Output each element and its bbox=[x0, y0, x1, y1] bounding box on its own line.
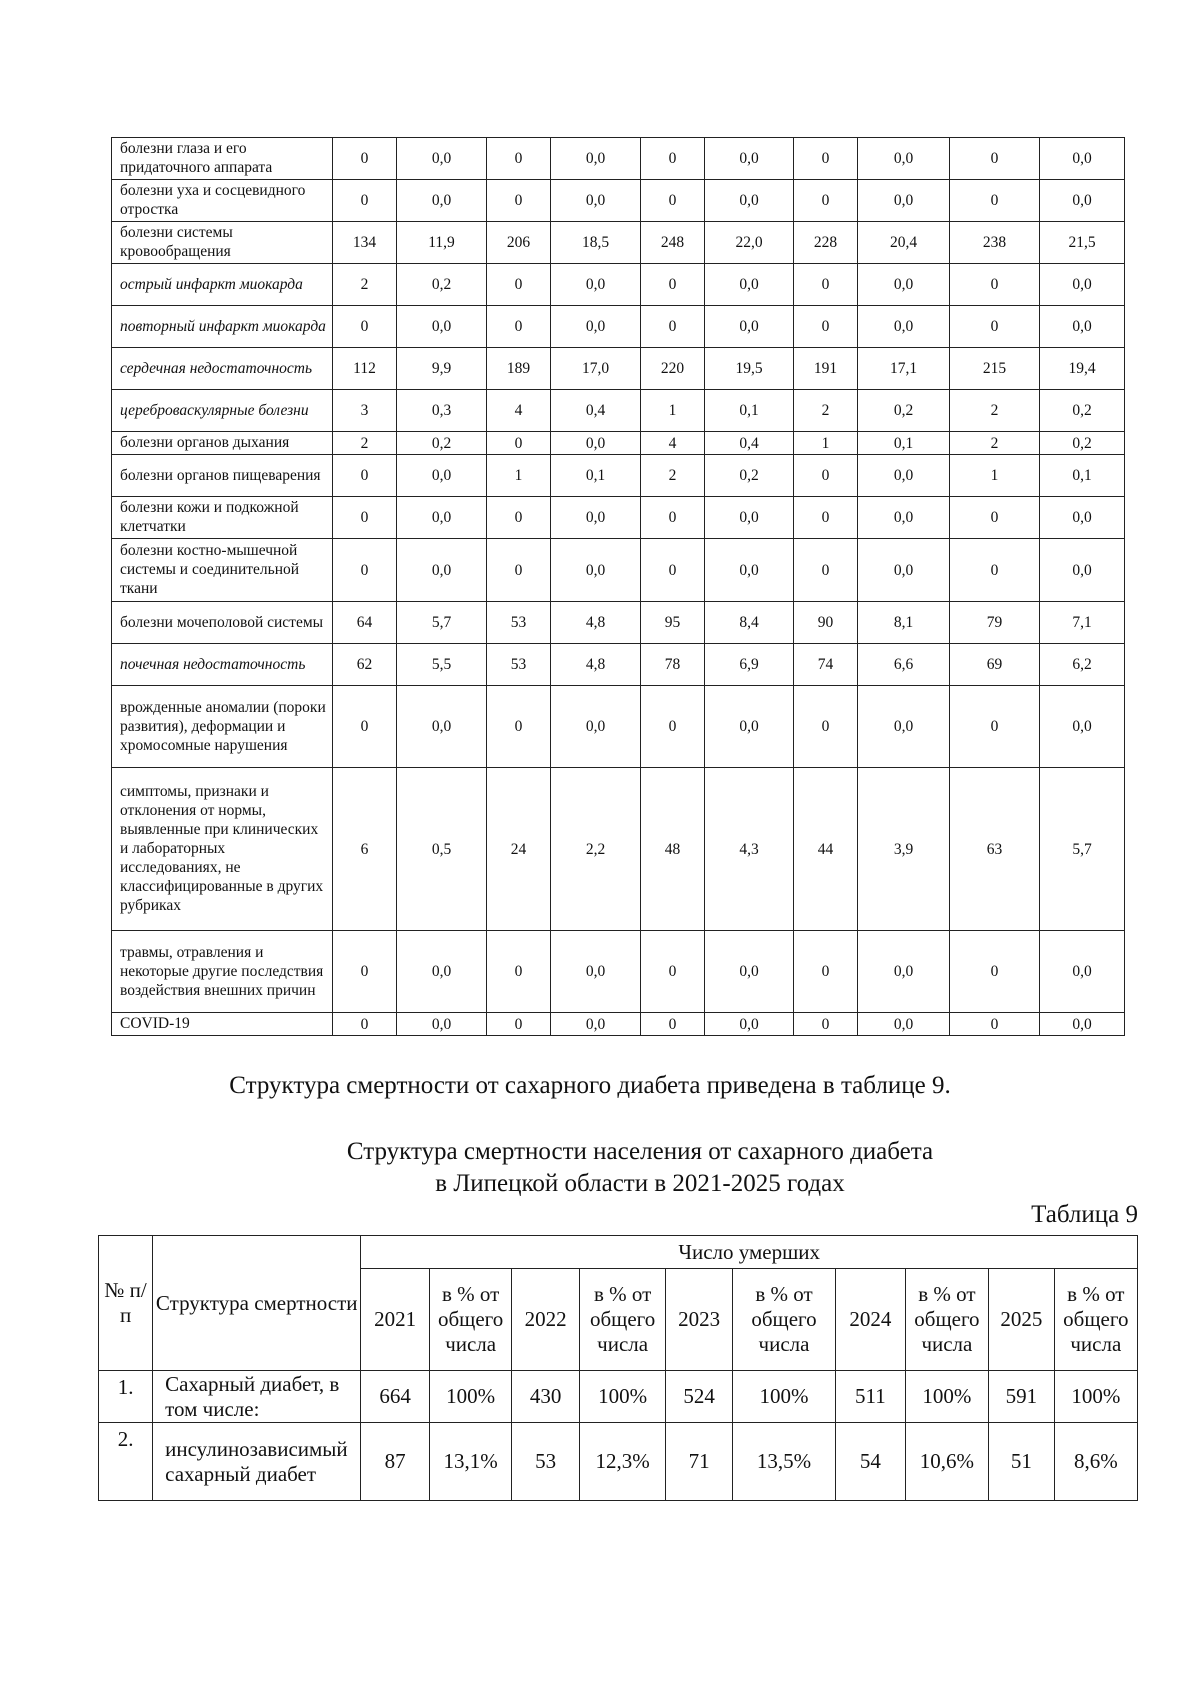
table-cell: 228 bbox=[794, 222, 858, 264]
table-cell: 0,0 bbox=[1040, 931, 1125, 1013]
table-cell: 22,0 bbox=[705, 222, 794, 264]
table-cell: 1 bbox=[794, 432, 858, 455]
table-cell: 4,3 bbox=[705, 768, 794, 931]
table-cell: 4,8 bbox=[551, 602, 641, 644]
table-cell: 0 bbox=[794, 264, 858, 306]
table-cell: 0,0 bbox=[551, 686, 641, 768]
table-cell: 0,0 bbox=[551, 1013, 641, 1036]
table-cell: 0,4 bbox=[551, 390, 641, 432]
table-cell: 2 bbox=[794, 390, 858, 432]
table-cell: 2 bbox=[333, 432, 397, 455]
table-cell: 3 bbox=[333, 390, 397, 432]
table-cell: 53 bbox=[512, 1423, 580, 1501]
intro-paragraph: Структура смертности от сахарного диабета приведена в таблице 9. bbox=[229, 1072, 951, 1099]
table-cell: 2 bbox=[950, 390, 1040, 432]
table-cell: 4 bbox=[641, 432, 705, 455]
table-row bbox=[112, 138, 1125, 180]
table-cell: 1 bbox=[641, 390, 705, 432]
table-row bbox=[99, 1371, 1138, 1423]
table-cell: 6,9 bbox=[705, 644, 794, 686]
table-cell: 0,0 bbox=[551, 138, 641, 180]
table-cell: 0,0 bbox=[551, 264, 641, 306]
table-cell: 0 bbox=[641, 306, 705, 348]
table-row bbox=[112, 264, 1125, 306]
table-cell: 0,0 bbox=[551, 180, 641, 222]
table-cell: 100% bbox=[905, 1371, 988, 1423]
table-cell: 0,0 bbox=[397, 1013, 487, 1036]
table-cell: 215 bbox=[950, 348, 1040, 390]
table-row bbox=[112, 539, 1125, 602]
row-label: болезни кожи и подкожной клетчатки bbox=[112, 497, 333, 539]
table-cell: 0 bbox=[487, 264, 551, 306]
table-cell: 8,4 bbox=[705, 602, 794, 644]
table-cell: 0,1 bbox=[705, 390, 794, 432]
table-row bbox=[112, 348, 1125, 390]
table-cell: 0,0 bbox=[858, 455, 950, 497]
table-cell: 0 bbox=[794, 539, 858, 602]
table-row bbox=[112, 768, 1125, 931]
table-cell: 3,9 bbox=[858, 768, 950, 931]
row-label: цереброваскулярные болезни bbox=[112, 390, 333, 432]
table-cell: 0 bbox=[950, 138, 1040, 180]
table-cell: 0 bbox=[794, 306, 858, 348]
table-row bbox=[112, 306, 1125, 348]
header-year: 2021 bbox=[361, 1269, 430, 1371]
table-cell: 53 bbox=[487, 602, 551, 644]
table-cell: 0 bbox=[487, 180, 551, 222]
table-cell: 0 bbox=[487, 138, 551, 180]
row-label: почечная недостаточность bbox=[112, 644, 333, 686]
table-cell: 12,3% bbox=[579, 1423, 665, 1501]
table-cell: 44 bbox=[794, 768, 858, 931]
table-cell: 5,7 bbox=[397, 602, 487, 644]
table-cell: 0,0 bbox=[858, 539, 950, 602]
table-cell: 74 bbox=[794, 644, 858, 686]
header-year: 2022 bbox=[512, 1269, 580, 1371]
table-cell: 112 bbox=[333, 348, 397, 390]
table-cell: 0 bbox=[950, 264, 1040, 306]
table-cell: 0,0 bbox=[858, 1013, 950, 1036]
row-label: болезни мочеполовой системы bbox=[112, 602, 333, 644]
table-cell: 62 bbox=[333, 644, 397, 686]
table-cell: 0 bbox=[641, 539, 705, 602]
table-cell: 189 bbox=[487, 348, 551, 390]
row-label: болезни системы кровообращения bbox=[112, 222, 333, 264]
table-cell: 0,0 bbox=[1040, 180, 1125, 222]
table-cell: 63 bbox=[950, 768, 1040, 931]
table-cell: 8,6% bbox=[1054, 1423, 1137, 1501]
table-cell: 0,0 bbox=[551, 432, 641, 455]
table-cell: 0,0 bbox=[397, 180, 487, 222]
table-cell: 7,1 bbox=[1040, 602, 1125, 644]
table-cell: 0 bbox=[487, 539, 551, 602]
header-year: 2024 bbox=[836, 1269, 906, 1371]
table-cell: 0,0 bbox=[858, 264, 950, 306]
table-cell: 0,0 bbox=[705, 1013, 794, 1036]
row-label: травмы, отравления и некоторые другие последствия воздействия внешних причин bbox=[112, 931, 333, 1013]
table-cell: 100% bbox=[732, 1371, 835, 1423]
table-cell: 6,2 bbox=[1040, 644, 1125, 686]
table-cell: 0,0 bbox=[551, 306, 641, 348]
table-cell: 0,0 bbox=[551, 539, 641, 602]
table-cell: 0,0 bbox=[705, 264, 794, 306]
table-cell: 0 bbox=[950, 497, 1040, 539]
header-percent: в % от общего числа bbox=[579, 1269, 665, 1371]
table-cell: 0 bbox=[333, 686, 397, 768]
row-label: болезни костно-мышечной системы и соединительной ткани bbox=[112, 539, 333, 602]
table-cell: 54 bbox=[836, 1423, 906, 1501]
row-label: инсулинозависимый сахарный диабет bbox=[153, 1423, 361, 1501]
table-cell: 100% bbox=[430, 1371, 512, 1423]
diabetes-mortality-table bbox=[98, 1235, 1138, 1501]
table-cell: 0 bbox=[487, 497, 551, 539]
table-cell: 0,0 bbox=[1040, 264, 1125, 306]
table-row bbox=[112, 1013, 1125, 1036]
table-cell: 0,2 bbox=[1040, 432, 1125, 455]
table-row bbox=[112, 455, 1125, 497]
header-deaths-group: Число умерших bbox=[361, 1236, 1138, 1269]
table-cell: 78 bbox=[641, 644, 705, 686]
table-cell: 0 bbox=[333, 1013, 397, 1036]
table-cell: 100% bbox=[1054, 1371, 1137, 1423]
table-cell: 0 bbox=[333, 931, 397, 1013]
table-cell: 0,0 bbox=[1040, 1013, 1125, 1036]
table-cell: 24 bbox=[487, 768, 551, 931]
table-cell: 591 bbox=[989, 1371, 1055, 1423]
header-percent: в % от общего числа bbox=[732, 1269, 835, 1371]
table-row bbox=[112, 180, 1125, 222]
table-cell: 0 bbox=[641, 686, 705, 768]
table-cell: 0 bbox=[794, 180, 858, 222]
table-cell: 248 bbox=[641, 222, 705, 264]
table-cell: 134 bbox=[333, 222, 397, 264]
table-cell: 0 bbox=[333, 539, 397, 602]
row-label: COVID-19 bbox=[112, 1013, 333, 1036]
table-cell: 220 bbox=[641, 348, 705, 390]
table-cell: 0,2 bbox=[1040, 390, 1125, 432]
table-cell: 0,0 bbox=[705, 497, 794, 539]
table-cell: 0 bbox=[641, 138, 705, 180]
table-cell: 10,6% bbox=[905, 1423, 988, 1501]
table-cell: 2 bbox=[950, 432, 1040, 455]
table-cell: 53 bbox=[487, 644, 551, 686]
table-cell: 0 bbox=[333, 455, 397, 497]
row-label: болезни глаза и его придаточного аппарата bbox=[112, 138, 333, 180]
header-percent: в % от общего числа bbox=[1054, 1269, 1137, 1371]
table-cell: 0,0 bbox=[397, 539, 487, 602]
table-cell: 48 bbox=[641, 768, 705, 931]
table-cell: 0 bbox=[950, 1013, 1040, 1036]
row-label: болезни органов пищеварения bbox=[112, 455, 333, 497]
table-cell: 0,0 bbox=[858, 497, 950, 539]
table-cell: 0,0 bbox=[858, 138, 950, 180]
table-cell: 95 bbox=[641, 602, 705, 644]
table-cell: 0 bbox=[950, 931, 1040, 1013]
table-cell: 0 bbox=[333, 497, 397, 539]
table-cell: 13,5% bbox=[732, 1423, 835, 1501]
table-cell: 0,0 bbox=[1040, 306, 1125, 348]
header-year: 2025 bbox=[989, 1269, 1055, 1371]
table-cell: 17,0 bbox=[551, 348, 641, 390]
table-cell: 6 bbox=[333, 768, 397, 931]
table-cell: 0,1 bbox=[551, 455, 641, 497]
table-cell: 0,0 bbox=[858, 306, 950, 348]
table-cell: 0,0 bbox=[397, 686, 487, 768]
table-cell: 19,4 bbox=[1040, 348, 1125, 390]
table-row bbox=[112, 222, 1125, 264]
table9-title-line1: Структура смертности населения от сахарного диабета bbox=[346, 1138, 934, 1165]
table-cell: 524 bbox=[666, 1371, 733, 1423]
header-percent: в % от общего числа bbox=[905, 1269, 988, 1371]
table-cell: 0,2 bbox=[397, 264, 487, 306]
table-cell: 0 bbox=[487, 931, 551, 1013]
table-cell: 0,5 bbox=[397, 768, 487, 931]
table-cell: 0,0 bbox=[858, 180, 950, 222]
table-cell: 0,2 bbox=[858, 390, 950, 432]
table-cell: 4 bbox=[487, 390, 551, 432]
table-cell: 0 bbox=[487, 432, 551, 455]
table-cell: 0 bbox=[487, 1013, 551, 1036]
table-cell: 0,0 bbox=[705, 138, 794, 180]
row-number: 2. bbox=[99, 1423, 153, 1501]
header-number: № п/п bbox=[99, 1236, 153, 1371]
table9-label: Таблица 9 bbox=[1031, 1201, 1138, 1228]
table-cell: 79 bbox=[950, 602, 1040, 644]
table-cell: 87 bbox=[361, 1423, 430, 1501]
table-cell: 206 bbox=[487, 222, 551, 264]
table-cell: 21,5 bbox=[1040, 222, 1125, 264]
table-cell: 20,4 bbox=[858, 222, 950, 264]
table-cell: 0,0 bbox=[397, 138, 487, 180]
table-row bbox=[112, 432, 1125, 455]
table-cell: 8,1 bbox=[858, 602, 950, 644]
table-cell: 0 bbox=[794, 931, 858, 1013]
row-label: симптомы, признаки и отклонения от нормы, выявленные при клинических и лабораторных исследованиях, не классифицированные в других рубриках bbox=[112, 768, 333, 931]
table-cell: 0,0 bbox=[1040, 138, 1125, 180]
header-year: 2023 bbox=[666, 1269, 733, 1371]
table-cell: 0,1 bbox=[1040, 455, 1125, 497]
table-row bbox=[112, 497, 1125, 539]
table-row bbox=[112, 931, 1125, 1013]
table-cell: 0,1 bbox=[858, 432, 950, 455]
table-cell: 0,3 bbox=[397, 390, 487, 432]
row-label: острый инфаркт миокарда bbox=[112, 264, 333, 306]
mortality-causes-table bbox=[111, 137, 1125, 1036]
table-cell: 0 bbox=[641, 1013, 705, 1036]
table-cell: 0 bbox=[950, 180, 1040, 222]
table-cell: 90 bbox=[794, 602, 858, 644]
table-cell: 4,8 bbox=[551, 644, 641, 686]
header-structure: Структура смертности bbox=[153, 1236, 361, 1371]
table-cell: 2,2 bbox=[551, 768, 641, 931]
table-cell: 0,0 bbox=[858, 931, 950, 1013]
table-cell: 0 bbox=[333, 138, 397, 180]
table-cell: 5,7 bbox=[1040, 768, 1125, 931]
table-cell: 0,0 bbox=[397, 455, 487, 497]
row-label: Сахарный диабет, в том числе: bbox=[153, 1371, 361, 1423]
table-cell: 19,5 bbox=[705, 348, 794, 390]
row-number: 1. bbox=[99, 1371, 153, 1423]
table-cell: 0,0 bbox=[858, 686, 950, 768]
table-cell: 0 bbox=[794, 686, 858, 768]
table-cell: 0,0 bbox=[705, 180, 794, 222]
row-label: болезни органов дыхания bbox=[112, 432, 333, 455]
table-cell: 511 bbox=[836, 1371, 906, 1423]
table-cell: 0,0 bbox=[397, 306, 487, 348]
table-cell: 2 bbox=[333, 264, 397, 306]
table-row bbox=[99, 1423, 1138, 1501]
table-cell: 1 bbox=[487, 455, 551, 497]
table-cell: 430 bbox=[512, 1371, 580, 1423]
table-cell: 0 bbox=[794, 497, 858, 539]
table-cell: 18,5 bbox=[551, 222, 641, 264]
table-cell: 191 bbox=[794, 348, 858, 390]
header-percent: в % от общего числа bbox=[430, 1269, 512, 1371]
table-cell: 9,9 bbox=[397, 348, 487, 390]
table-cell: 0 bbox=[487, 306, 551, 348]
table-cell: 5,5 bbox=[397, 644, 487, 686]
table-cell: 100% bbox=[579, 1371, 665, 1423]
table-cell: 0,0 bbox=[705, 306, 794, 348]
table-cell: 1 bbox=[950, 455, 1040, 497]
table-cell: 6,6 bbox=[858, 644, 950, 686]
table-cell: 0,2 bbox=[397, 432, 487, 455]
table-cell: 0 bbox=[794, 138, 858, 180]
table-cell: 0,0 bbox=[551, 497, 641, 539]
table-cell: 0,0 bbox=[1040, 497, 1125, 539]
table-cell: 0 bbox=[641, 931, 705, 1013]
table-row bbox=[112, 602, 1125, 644]
table-cell: 2 bbox=[641, 455, 705, 497]
table-cell: 0 bbox=[487, 686, 551, 768]
table-cell: 0 bbox=[794, 455, 858, 497]
table-cell: 0,0 bbox=[1040, 539, 1125, 602]
table-row bbox=[112, 686, 1125, 768]
table-row bbox=[112, 644, 1125, 686]
row-label: сердечная недостаточность bbox=[112, 348, 333, 390]
table-cell: 664 bbox=[361, 1371, 430, 1423]
table-cell: 238 bbox=[950, 222, 1040, 264]
table-cell: 0 bbox=[950, 686, 1040, 768]
table-cell: 0 bbox=[950, 539, 1040, 602]
table-cell: 0,2 bbox=[705, 455, 794, 497]
table-cell: 17,1 bbox=[858, 348, 950, 390]
table9-title-line2: в Липецкой области в 2021-2025 годах bbox=[435, 1170, 845, 1197]
table-cell: 0,0 bbox=[397, 497, 487, 539]
table-cell: 0,0 bbox=[705, 686, 794, 768]
table-cell: 0,0 bbox=[705, 931, 794, 1013]
table-cell: 64 bbox=[333, 602, 397, 644]
row-label: повторный инфаркт миокарда bbox=[112, 306, 333, 348]
table-cell: 0 bbox=[794, 1013, 858, 1036]
row-label: болезни уха и сосцевидного отростка bbox=[112, 180, 333, 222]
table-cell: 0 bbox=[333, 306, 397, 348]
table-cell: 0,4 bbox=[705, 432, 794, 455]
table-cell: 0,0 bbox=[551, 931, 641, 1013]
table-cell: 71 bbox=[666, 1423, 733, 1501]
table-cell: 0 bbox=[950, 306, 1040, 348]
table-cell: 69 bbox=[950, 644, 1040, 686]
table-cell: 51 bbox=[989, 1423, 1055, 1501]
table-cell: 0 bbox=[333, 180, 397, 222]
table-cell: 0,0 bbox=[705, 539, 794, 602]
row-label: врожденные аномалии (пороки развития), деформации и хромосомные нарушения bbox=[112, 686, 333, 768]
table-cell: 0,0 bbox=[397, 931, 487, 1013]
table-cell: 0 bbox=[641, 497, 705, 539]
table-row bbox=[112, 390, 1125, 432]
table-cell: 0 bbox=[641, 180, 705, 222]
table-cell: 0 bbox=[641, 264, 705, 306]
table-cell: 11,9 bbox=[397, 222, 487, 264]
table-cell: 13,1% bbox=[430, 1423, 512, 1501]
table-cell: 0,0 bbox=[1040, 686, 1125, 768]
